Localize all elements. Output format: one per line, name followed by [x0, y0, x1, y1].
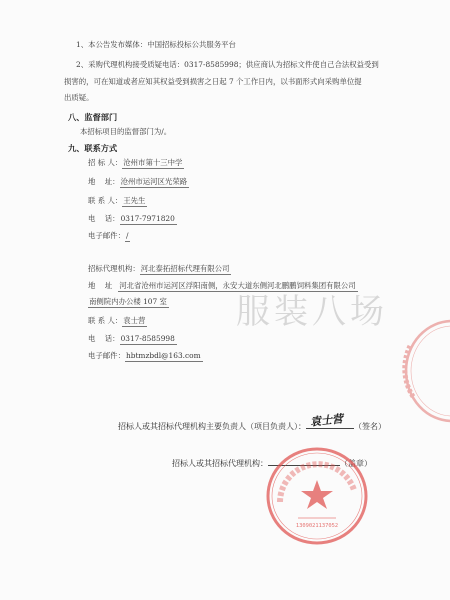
signature-suffix: （签名）	[354, 422, 386, 431]
agency-contact-row	[88, 316, 147, 327]
section-contact-heading: 九、联系方式	[68, 143, 118, 153]
seal-number: 1309021137052	[295, 523, 339, 529]
tenderer-address-row	[88, 177, 189, 188]
tenderer-email-row	[88, 231, 130, 242]
watermark-text: 服装八场	[236, 292, 388, 332]
agency-email-label: 电子邮件：	[88, 351, 125, 360]
tenderer-phone: 0317-7971820	[120, 214, 175, 223]
agency-address-label: 地 址	[88, 281, 113, 290]
agency-email: hbtmzbdl@163.com	[125, 351, 201, 360]
complaint-phone-item: 2、采购代理机构接受质疑电话：0317-8585998；供应商认为招标文件使自己合法权益受到	[76, 60, 379, 69]
tenderer-contact-label: 联 系 人：	[88, 196, 123, 205]
tenderer-email: /	[125, 231, 129, 240]
tenderer-address: 沧州市运河区光荣路	[120, 177, 188, 186]
complaint-phone-item-end: 出质疑。	[64, 93, 94, 102]
agency-name-row	[88, 264, 231, 275]
agency-name: 河北泰拓招标代理有限公司	[140, 264, 230, 273]
tenderer-address-label: 地 址：	[88, 177, 120, 186]
supervision-text: 本招标项目的监督部门为/。	[80, 127, 172, 136]
agency-phone-label: 电 话：	[88, 334, 120, 343]
tenderer-phone-label: 电 话：	[88, 214, 120, 223]
tenderer-name-label: 招 标 人：	[88, 158, 123, 167]
agency-contact: 袁士营	[123, 316, 146, 325]
responsible-person-label: 招标人或其招标代理机构主要负责人（项目负责人）：	[118, 422, 306, 431]
complaint-phone-item-cont: 损害的，可在知道或者应知其权益受到损害之日起 7 个工作日内，以书面形式向采购单位提	[64, 77, 362, 86]
agency-phone-row	[88, 334, 177, 345]
edge-seal-icon	[396, 316, 450, 426]
tenderer-contact-row	[88, 196, 147, 207]
agency-name-label: 招标代理机构：	[88, 264, 140, 273]
responsible-person-signature-row	[118, 412, 386, 432]
official-seal-icon	[262, 442, 372, 550]
agency-email-row	[88, 351, 203, 362]
agency-address-line2: 南侧院内办公楼 107 室	[89, 297, 167, 306]
notice-media-item: 1、本公告发布媒体：中国招标投标公共服务平台	[76, 40, 236, 49]
tenderer-name-row	[88, 158, 184, 169]
seal-suffix: （盖章）	[340, 459, 372, 468]
agency-phone: 0317-8585998	[120, 334, 175, 343]
agency-address-row-cont	[88, 297, 169, 308]
signature-blank	[306, 412, 354, 429]
section-supervision-heading: 八、监督部门	[68, 112, 118, 122]
handwritten-signature: 袁士营	[309, 412, 344, 429]
tenderer-phone-row	[88, 214, 177, 225]
agency-contact-label: 联 系 人：	[88, 316, 123, 325]
tenderer-name: 沧州市第十三中学	[123, 158, 183, 167]
organization-label: 招标人或其招标代理机构：	[172, 459, 268, 468]
agency-address-line1: 河北省沧州市运河区浮阳南侧，永安大道东侧河北鹏鹏饲料集团有限公司	[119, 281, 356, 290]
tenderer-contact: 王先生	[123, 196, 146, 205]
tenderer-email-label: 电子邮件：	[88, 231, 125, 240]
